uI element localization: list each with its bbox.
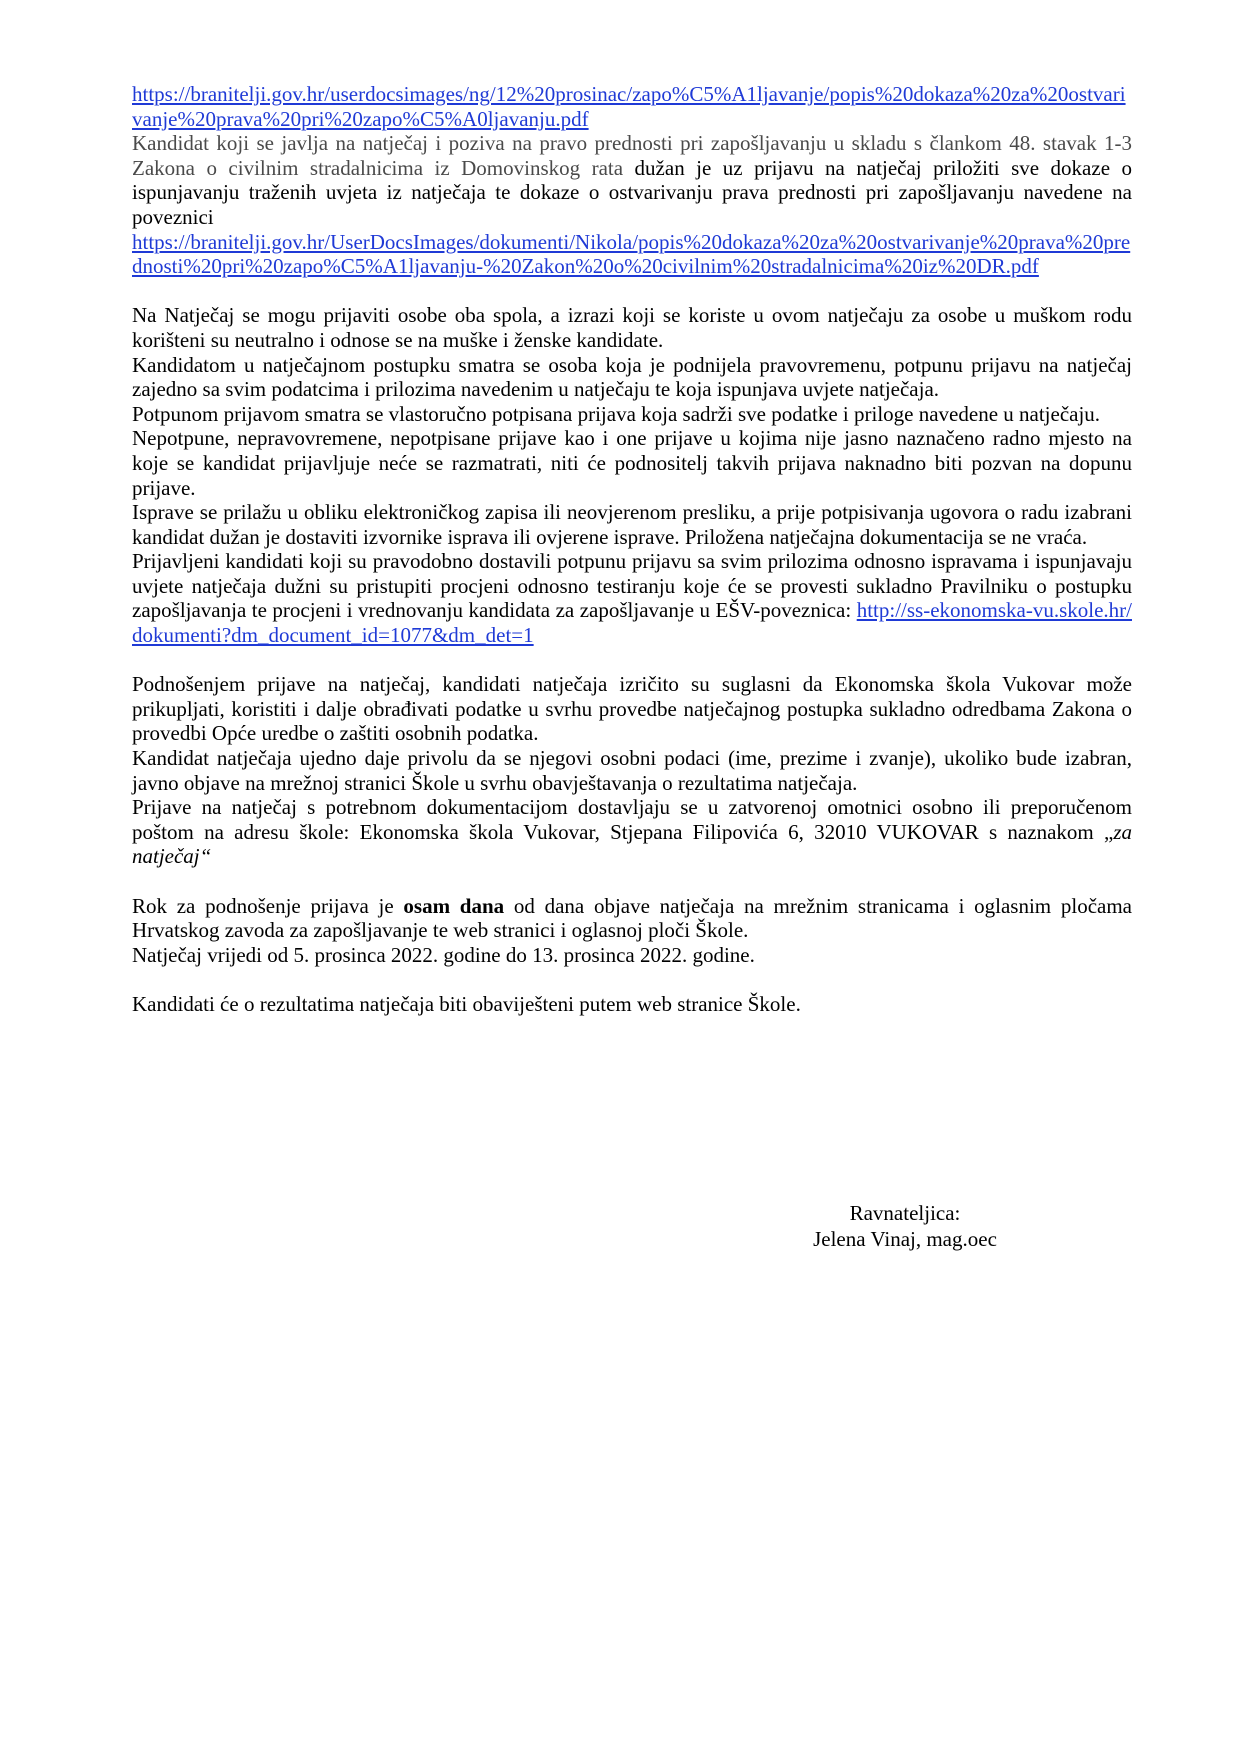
civilni-stradalnici-text: dužan je uz prijavu na natječaj priložiti sve dokaze o ispunjavanju traženih uvjeta iz natječaja te dokaze o ostvarivanju prava prednosti pri zapošljavanju navedene na poveznici [132,155,1132,229]
paragraph-isprave: Isprave se prilažu u obliku elektroničkog zapisa ili neovjerenom presliku, a prije potpisivanja ugovora o radu izabrani kandidat dužan je dostaviti izvornike isprava ili ovjerene isprave. Priložena natječajna dokumentacija se ne vraća. [132,500,1132,549]
za-natjecaj-italic: za natječaj“ [132,819,1132,869]
link-popis-dokaza-2 [132,230,1132,279]
spacer [132,869,1132,894]
rok-text-post: od dana objave natječaja na mrežnim stranicama i oglasnim pločama Hrvatskog zavoda za zapošljavanje te web stranici i oglasnoj ploči Škole. [132,893,1132,943]
popis-dokaza-link[interactable]: https://branitelji.gov.hr/userdocsimages/ng/12%20prosinac/zapo%C5%A1ljavanje/popis%20dokaza%20za%20ostvarivanje%20prava%20pri%20zapo%C5%A0ljavanju.pdf [132,82,1126,131]
spacer [132,967,1132,992]
paragraph-civilni-stradalnici [132,131,1132,229]
paragraph-nepotpune: Nepotpune, nepravovremene, nepotpisane prijave kao i one prijave u kojima nije jasno naznačeno radno mjesto na koje se kandidat prijavljuje neće se razmatrati, niti će podnositelj takvih prijava naknadno biti pozvan na dopunu prijave. [132,426,1132,500]
paragraph-privola: Kandidat natječaja ujedno daje privolu da se njegovi osobni podaci (ime, prezime i zvanje), ukoliko bude izabran, javno objave na mrežnoj stranici Škole u svrhu obavještavanja o rezultatima natječaja. [132,746,1132,795]
paragraph-rezultati: Kandidati će o rezultatima natječaja biti obaviješteni putem web stranice Škole. [132,991,801,1016]
civilni-stradalnici-text-grey: Kandidat koji se javlja na natječaj i poziva na pravo prednosti pri zapošljavanju u skladu s člankom 48. stavak 1-3 Zakona o civilnim stradalnicima iz Domovinskog rata [132,131,1132,180]
spacer [132,279,1132,304]
popis-dokaza-civilni-link[interactable]: https://branitelji.gov.hr/UserDocsImages/dokumenti/Nikola/popis%20dokaza%20za%20ostvarivanje%20prava%20prednosti%20pri%20zapo%C5%A1ljavanju-%20Zakon%20o%20civilnim%20stradalnicima%20iz%20DR.pdf [132,229,1131,279]
document-body [132,82,1132,1017]
paragraph-prijavljeni [132,549,1132,647]
paragraph-podnosenjem: Podnošenjem prijave na natječaj, kandidati natječaja izričito su suglasni da Ekonomska škola Vukovar može prikupljati, koristiti i dalje obrađivati podatke u svrhu provedbe natječajnog postupka sukladno odredbama Zakona o provedbi Opće uredbe o zaštiti osobnih podatka. [132,672,1132,746]
link-popis-dokaza-1 [132,82,1132,131]
paragraph-potpunom: Potpunom prijavom smatra se vlastoručno potpisana prijava koja sadrži sve podatke i priloge navedene u natječaju. [132,401,1101,426]
paragraph-kandidatom: Kandidatom u natječajnom postupku smatra se osoba koja je podnijela pravovremenu, potpunu prijavu na natječaj zajedno sa svim podatcima i prilozima navedenim u natječaju te koja ispunjava uvjete natječaja. [132,352,1132,402]
pravilnik-link[interactable]: http://ss-ekonomska-vu.skole.hr/dokumenti?dm_document_id=1077&dm_det=1 [132,598,1132,648]
paragraph-prijave-dostava [132,795,1132,869]
prijave-dostava-text: Prijave na natječaj s potrebnom dokumentacijom dostavljaju se u zatvorenoj omotnici osobno ili preporučenom poštom na adresu škole: Ekonomska škola Vukovar, Stjepana Filipovića 6, 32010 VUKOVAR s naznakom „ [132,795,1132,844]
signature-role: Ravnateljica: [849,1201,961,1225]
paragraph-oba-spola: Na Natječaj se mogu prijaviti osobe oba spola, a izrazi koji se koriste u ovom natječaju za osobe u muškom rodu korišteni su neutralno i odnose se na muške i ženske kandidate. [132,303,1132,352]
signature-block [755,1200,1055,1252]
prijavljeni-text: Prijavljeni kandidati koji su pravodobno dostavili potpunu prijavu sa svim prilozima odnosno ispravama i ispunjavaju uvjete natječaja dužni su pristupiti procjeni odnosno testiranju koje će se provesti sukladno Pravilniku o postupku zapošljavanja te procjeni i vrednovanju kandidata za zapošljavanje u EŠV-poveznica: [132,549,1132,623]
paragraph-rok [132,894,1132,943]
spacer [132,648,1132,673]
paragraph-vrijedi: Natječaj vrijedi od 5. prosinca 2022. godine do 13. prosinca 2022. godine. [132,942,755,967]
signature-name: Jelena Vinaj, mag.oec [813,1227,997,1251]
rok-text-pre: Rok za podnošenje prijava je [132,893,404,918]
rok-bold: osam dana [403,893,505,918]
